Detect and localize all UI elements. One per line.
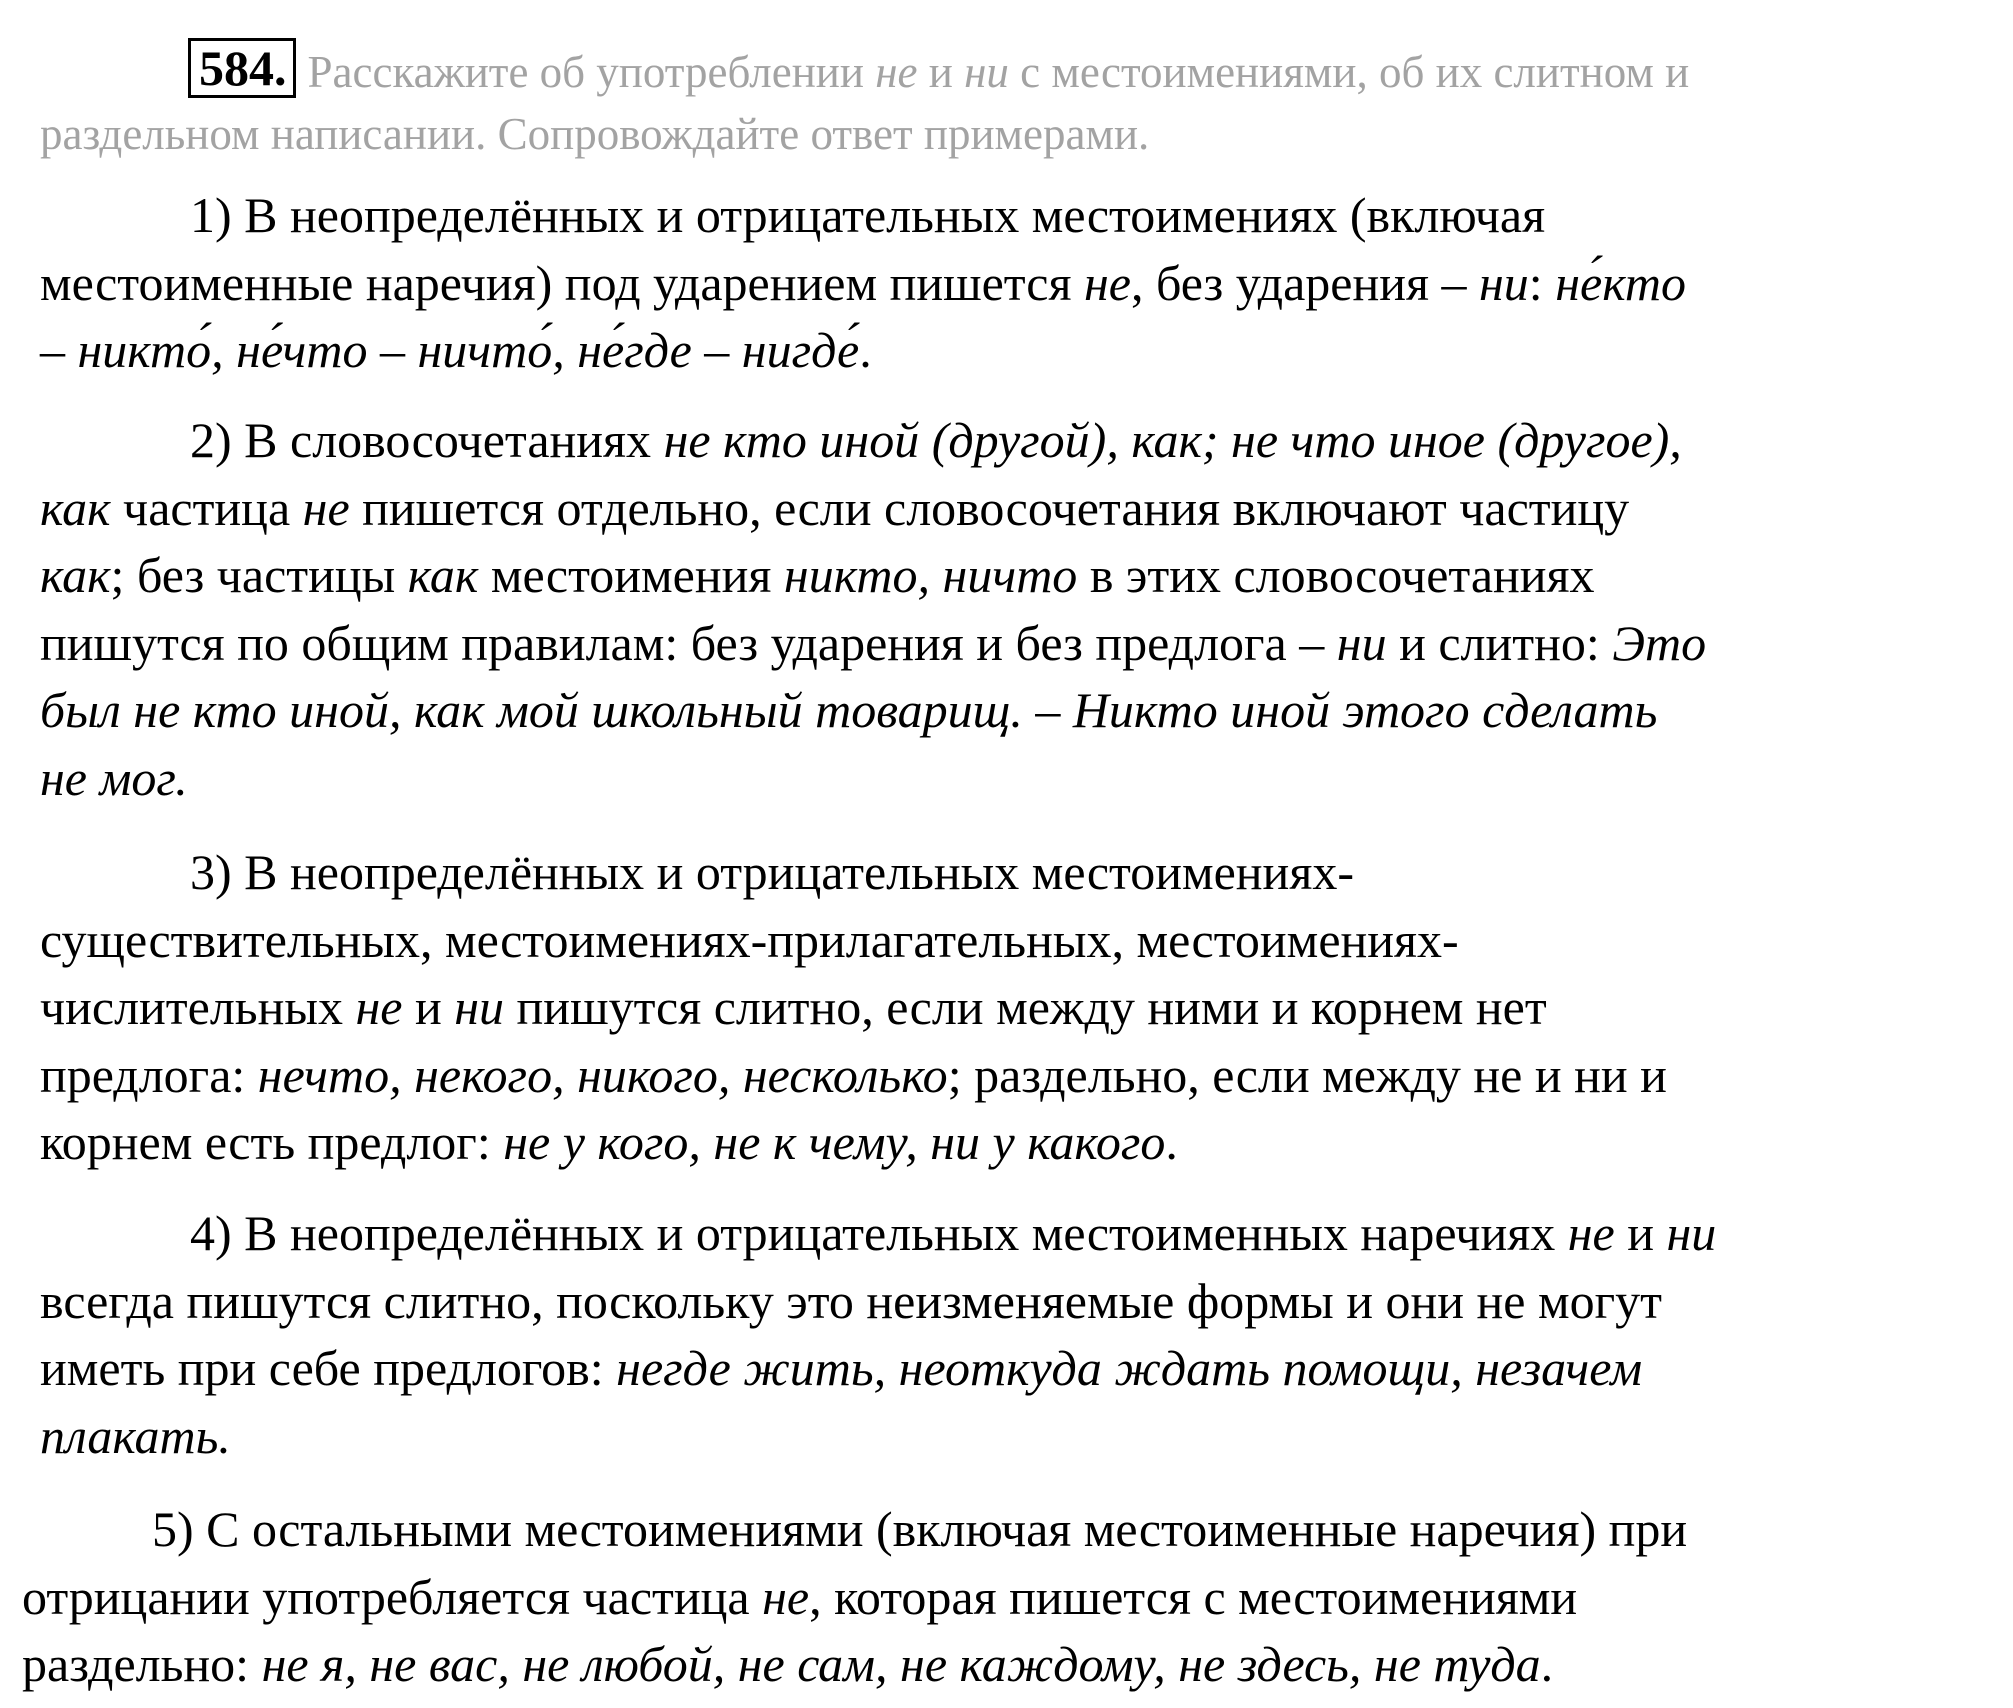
- example-word: не: [1083, 254, 1131, 311]
- text-segment: пишется отдельно, если словосочетания включают частицу: [349, 479, 1630, 536]
- text-line: [40, 250, 2000, 318]
- example-word: ни: [1478, 254, 1529, 311]
- example-words: плакать.: [40, 1407, 231, 1464]
- example-sentence: был не кто иной, как мой школьный товарищ. – Никто иной этого сделать: [40, 682, 1658, 738]
- text-segment: всегда пишутся слитно, поскольку это неизменяемые формы и они не могут: [40, 1272, 1662, 1329]
- text-line: [40, 907, 2000, 975]
- example-word: ни: [454, 979, 505, 1035]
- example-word: не: [355, 979, 403, 1035]
- rule-paragraph-5: [22, 1496, 1982, 1699]
- example-words: не я, не вас, не любой, не сам, не каждому, не здесь, не туда: [261, 1636, 1541, 1692]
- prompt-text: и: [917, 47, 965, 97]
- rule-paragraph-3: [40, 839, 2000, 1177]
- rule-paragraph-1: [40, 182, 2000, 385]
- text-segment: местоимения: [478, 547, 784, 603]
- example-word: ни: [1666, 1205, 1717, 1261]
- text-segment: 2) В словосочетаниях: [190, 412, 664, 468]
- text-line: [22, 1496, 1982, 1564]
- text-segment: 5) С остальными местоимениями (включая местоименные наречия) при: [152, 1501, 1688, 1557]
- text-line: [40, 974, 2000, 1042]
- text-segment: в этих словосочетаниях: [1077, 547, 1595, 603]
- text-segment: местоименные наречия) под ударением пишется: [40, 254, 1084, 311]
- example-word: как: [407, 547, 479, 603]
- text-segment: и: [402, 979, 455, 1035]
- example-word: ни: [1336, 614, 1387, 671]
- example-sentence: Это: [1612, 614, 1707, 671]
- example-words: негде жить, неоткуда ждать помощи, незачем: [616, 1340, 1643, 1396]
- text-segment: ; без частицы: [110, 547, 408, 603]
- prompt-text: с местоимениями, об их слитном и: [1008, 47, 1690, 97]
- text-line: [40, 542, 2000, 610]
- example-sentence: не мог.: [40, 749, 188, 806]
- text-segment: , которая пишется с местоимениями: [809, 1568, 1578, 1625]
- example-word: как: [40, 479, 111, 536]
- text-segment: отрицании употребляется частица: [22, 1568, 763, 1625]
- text-segment: частица: [110, 479, 303, 536]
- text-segment: ; раздельно, если между не и ни и: [947, 1046, 1667, 1103]
- text-line: [40, 1109, 2000, 1177]
- task-prompt: [40, 38, 1980, 165]
- text-line: [40, 610, 2000, 678]
- prompt-ne: не: [875, 47, 918, 97]
- text-line: [40, 407, 2000, 475]
- text-segment: существительных, местоимениях-прилагательных, местоимениях-: [40, 911, 1459, 968]
- text-segment: 3) В неопределённых и отрицательных местоимениях-: [190, 844, 1354, 900]
- prompt-text: раздельном написании. Сопровождайте ответ примерами.: [40, 109, 1150, 159]
- text-segment: , без ударения –: [1130, 254, 1479, 311]
- rule-paragraph-2: [40, 407, 2000, 812]
- text-segment: раздельно:: [22, 1636, 262, 1692]
- text-line: [40, 475, 2000, 543]
- text-segment: .: [859, 322, 872, 378]
- task-number-box: 584.: [188, 38, 296, 98]
- text-segment: корнем есть предлог:: [40, 1114, 504, 1170]
- text-line: [40, 182, 2000, 250]
- text-segment: и слитно:: [1386, 614, 1613, 671]
- text-segment: предлога:: [40, 1046, 258, 1103]
- example-words: – никто́, не́что – ничто́, не́где – нигде́: [40, 322, 860, 378]
- text-segment: 1) В неопределённых и отрицательных местоимениях (включая: [190, 187, 1546, 243]
- text-line: [40, 745, 2000, 813]
- text-line: [40, 1403, 2000, 1471]
- example-words: не кто иной (другой), как; не что иное (другое),: [663, 412, 1682, 468]
- example-word: не: [762, 1568, 810, 1625]
- text-line: [40, 1335, 2000, 1403]
- text-segment: числительных: [40, 979, 356, 1035]
- example-word: не: [302, 479, 350, 536]
- text-segment: иметь при себе предлогов:: [40, 1340, 617, 1396]
- text-line: [22, 1631, 1982, 1699]
- text-line: [40, 677, 2000, 745]
- example-word: не: [1567, 1205, 1615, 1261]
- prompt-text: Расскажите об употреблении: [307, 47, 876, 97]
- text-segment: .: [1540, 1636, 1554, 1692]
- prompt-ni: ни: [964, 47, 1009, 97]
- text-segment: и: [1614, 1205, 1667, 1261]
- text-segment: .: [1165, 1114, 1178, 1170]
- text-line: [40, 317, 2000, 385]
- example-word: не́кто: [1555, 254, 1687, 311]
- text-segment: 4) В неопределённых и отрицательных местоименных наречиях: [190, 1205, 1568, 1261]
- example-words: не у кого, не к чему, ни у какого: [503, 1114, 1166, 1170]
- text-line: [40, 839, 2000, 907]
- text-line: [40, 1268, 2000, 1336]
- text-segment: пишутся по общим правилам: без ударения и без предлога –: [40, 614, 1337, 671]
- example-words: нечто, некого, никого, несколько: [257, 1046, 948, 1103]
- example-word: как: [40, 547, 111, 603]
- rule-paragraph-4: [40, 1200, 2000, 1470]
- text-line: [40, 1042, 2000, 1110]
- text-line: [40, 1200, 2000, 1268]
- text-segment: :: [1528, 254, 1556, 311]
- example-words: никто, ничто: [783, 547, 1078, 603]
- text-line: [22, 1564, 1982, 1632]
- text-segment: пишутся слитно, если между ними и корнем нет: [504, 979, 1547, 1035]
